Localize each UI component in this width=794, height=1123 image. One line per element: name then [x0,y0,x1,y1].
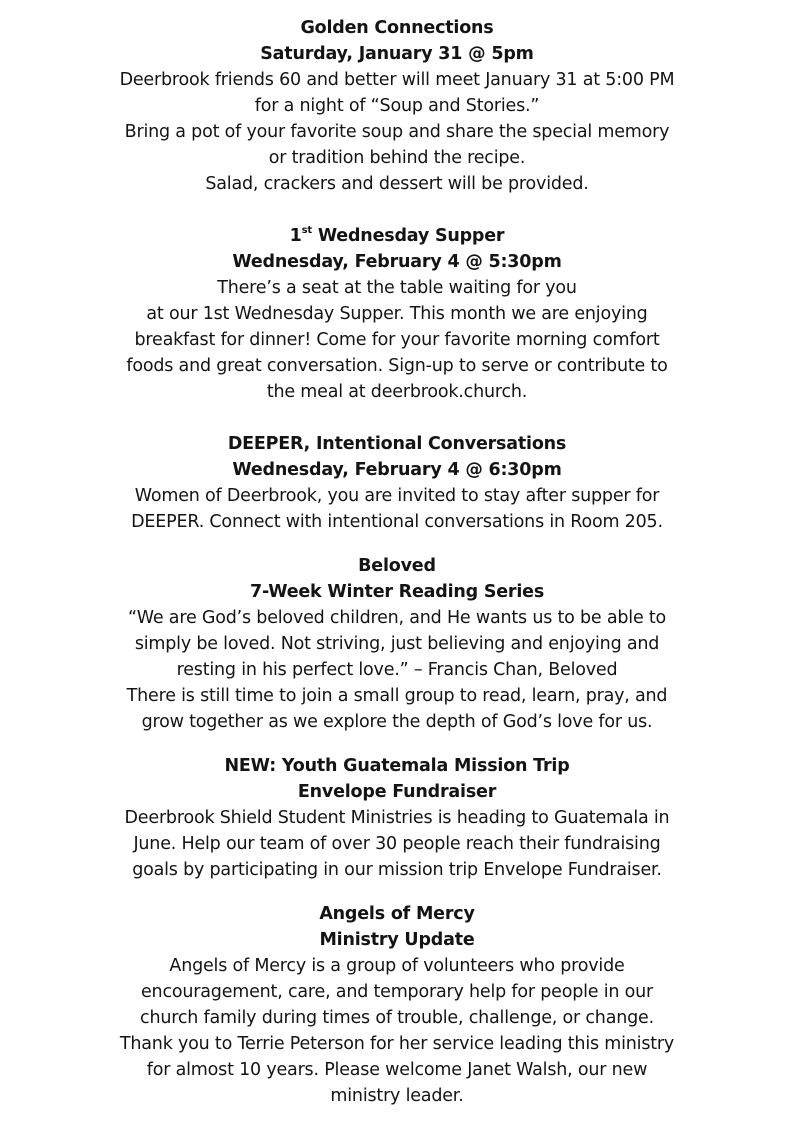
body-line: Thank you to Terrie Peterson for her service leading this ministry [119,1034,675,1054]
body-line: Salad, crackers and dessert will be provided. [205,174,589,194]
section-datetime: Saturday, January 31 @ 5pm [260,44,534,64]
bulletin-page [0,15,794,1109]
section-spacer [0,405,794,431]
body-line: for almost 10 years. Please welcome Janet Walsh, our new [146,1060,648,1080]
section-datetime: Wednesday, February 4 @ 6:30pm [232,460,562,480]
body-line: simply be loved. Not striving, just believing and enjoying and [134,634,660,654]
body-line: Angels of Mercy is a group of volunteers who provide [169,956,625,976]
body-line: grow together as we explore the depth of God’s love for us. [141,712,653,732]
guatemala-section [0,753,794,883]
body-line: ministry leader. [330,1086,464,1106]
body-line: June. Help our team of over 30 people reach their fundraising [133,834,661,854]
section-title: Beloved [358,556,436,576]
body-line: Bring a pot of your favorite soup and share the special memory [124,122,670,142]
section-title: Angels of Mercy [319,904,475,924]
body-line: “We are God’s beloved children, and He wants us to be able to [127,608,667,628]
wednesday-supper-section [0,223,794,405]
section-subtitle: 7-Week Winter Reading Series [249,582,545,602]
body-line: encouragement, care, and temporary help for people in our [140,982,654,1002]
section-subtitle: Ministry Update [319,930,475,950]
body-line: Women of Deerbrook, you are invited to stay after supper for [134,486,660,506]
title-ordinal: st [301,225,312,237]
angels-of-mercy-section [0,901,794,1109]
deeper-section [0,431,794,535]
body-line: church family during times of trouble, challenge, or change. [140,1008,654,1028]
body-line: breakfast for dinner! Come for your favorite morning comfort [134,330,660,350]
body-line: There is still time to join a small group to read, learn, pray, and [126,686,668,706]
section-title: NEW: Youth Guatemala Mission Trip [224,756,570,776]
body-line: Deerbrook friends 60 and better will meet January 31 at 5:00 PM [119,70,675,90]
section-title: DEEPER, Intentional Conversations [227,434,567,454]
section-spacer [0,197,794,223]
section-spacer [0,535,794,553]
body-line: the meal at deerbrook.church. [266,382,528,402]
body-line: DEEPER. Connect with intentional conversations in Room 205. [131,512,663,532]
title-text: Wednesday Supper [311,226,505,246]
body-line: foods and great conversation. Sign-up to serve or contribute to [126,356,668,376]
golden-connections-section [0,15,794,197]
body-line: There’s a seat at the table waiting for you [217,278,577,298]
beloved-section [0,553,794,735]
section-spacer [0,883,794,901]
body-line: Deerbrook Shield Student Ministries is heading to Guatemala in [124,808,670,828]
section-datetime: Wednesday, February 4 @ 5:30pm [232,252,562,272]
section-title: Golden Connections [300,18,494,38]
body-line: goals by participating in our mission trip Envelope Fundraiser. [132,860,662,880]
section-spacer [0,735,794,753]
section-title [0,223,794,249]
section-subtitle: Envelope Fundraiser [297,782,497,802]
body-line: resting in his perfect love.” – Francis Chan, Beloved [176,660,618,680]
title-number: 1 [289,226,302,246]
body-line: for a night of “Soup and Stories.” [254,96,540,116]
body-line: or tradition behind the recipe. [268,148,526,168]
body-line: at our 1st Wednesday Supper. This month we are enjoying [146,304,648,324]
